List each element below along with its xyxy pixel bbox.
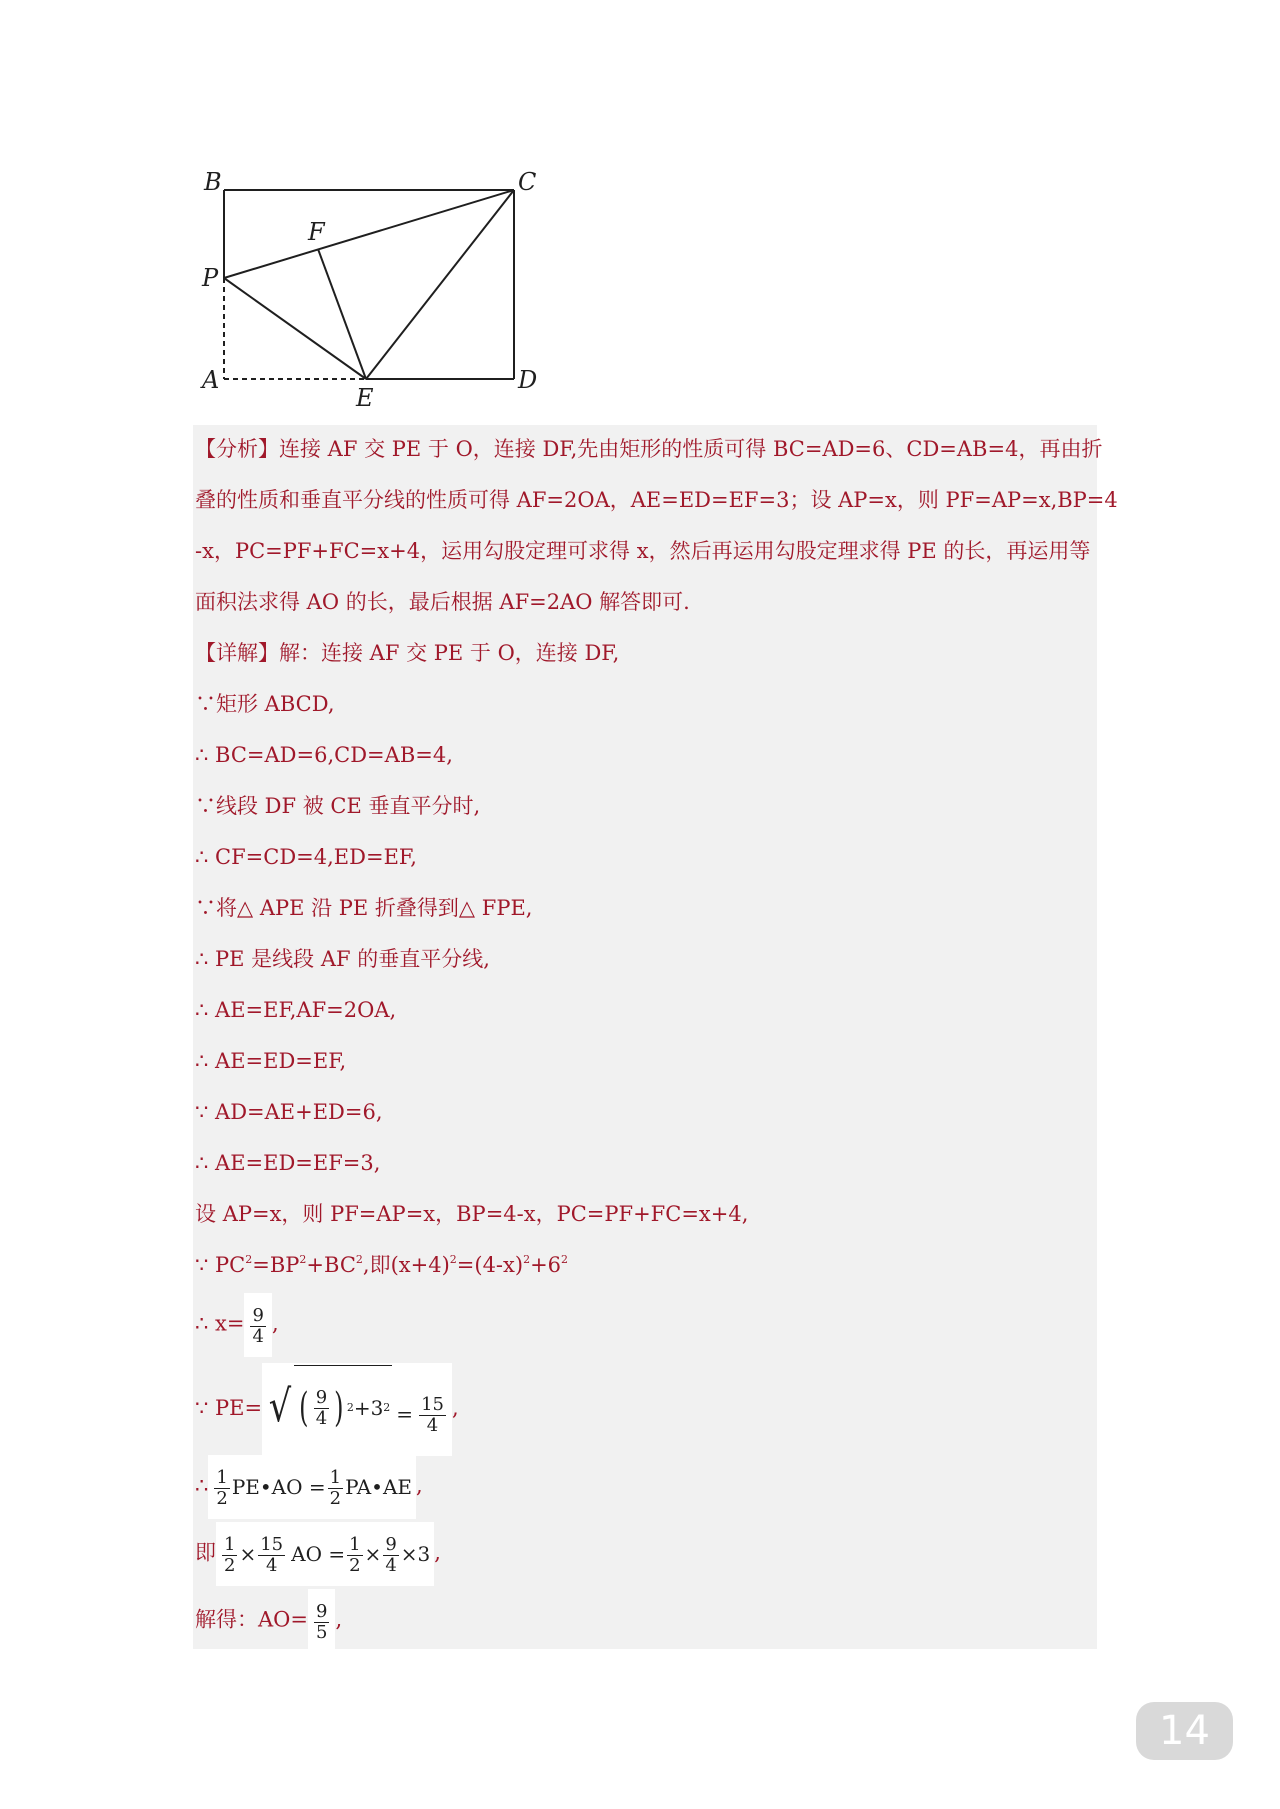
sub-num-15: 15: [260, 1534, 284, 1555]
detail-line-16: [195, 1455, 423, 1519]
area-equation-box: [208, 1455, 416, 1519]
sqrt-expression: [266, 1365, 392, 1448]
eq13-bp: =BP: [252, 1253, 300, 1277]
detail-line-9: ∴ AE=ED=EF,: [195, 1049, 347, 1073]
eq13-rhs: =(4-x): [456, 1253, 524, 1277]
eq13-sup-4: 2: [449, 1253, 457, 1266]
area-end: ,: [416, 1473, 423, 1498]
detail-line-18: [195, 1589, 342, 1653]
x-value-box: [244, 1293, 271, 1357]
area-right: PA•AE: [345, 1475, 412, 1499]
segment-CE: [366, 190, 514, 379]
detail-line-12-prefix: 设: [195, 1202, 223, 1226]
sub-times-1: ×: [239, 1542, 257, 1566]
eq13-sup-1: 2: [245, 1253, 253, 1266]
pe-formula-box: [262, 1363, 452, 1456]
label-A: A: [202, 366, 220, 394]
label-E: E: [356, 384, 374, 412]
area-left: PE•AO =: [231, 1475, 326, 1499]
segment-PE: [224, 278, 366, 379]
eq13-sup-2: 2: [299, 1253, 307, 1266]
half-1-den: 2: [216, 1488, 228, 1509]
pe-den-1: 4: [315, 1407, 328, 1429]
detail-line-8: ∴ AE=EF,AF=2OA,: [195, 998, 397, 1022]
eq13-six: +6: [530, 1253, 562, 1277]
sub-times-3: ×3: [400, 1542, 431, 1566]
detail-line-10: ∵ AD=AE+ED=6,: [195, 1100, 383, 1124]
sqrt-body: ( $\frac{9}{4}$ ) 2 +3 2: [294, 1365, 392, 1448]
eq13-sup-5: 2: [523, 1253, 531, 1266]
label-D: D: [518, 366, 538, 394]
detail-line-14: [195, 1293, 279, 1357]
analysis-line-1: 【分析】连接 AF 交 PE 于 O，连接 DF,先由矩形的性质可得 BC=AD=6、CD=AB=4，再由折: [195, 437, 1103, 461]
label-C: C: [518, 168, 537, 196]
result-fraction: [314, 1602, 329, 1643]
page-number-badge: 14: [1136, 1702, 1233, 1760]
pe-den-2: 4: [426, 1414, 439, 1436]
half-1-num: 1: [216, 1467, 228, 1488]
sub-times-2: ×: [364, 1542, 382, 1566]
sub-half-1-den: 2: [224, 1555, 236, 1576]
left-paren: (: [299, 1385, 309, 1431]
x-end: ,: [271, 1311, 279, 1336]
label-P: P: [202, 264, 219, 292]
pe-plus-3: +3: [353, 1396, 384, 1420]
detail-line-12-ap: AP: [222, 1202, 252, 1226]
half-2-den: 2: [329, 1488, 342, 1509]
label-F: F: [308, 218, 325, 246]
analysis-line-4: 面积法求得 AO 的长，最后根据 AF=2AO 解答即可.: [195, 590, 690, 614]
result-box: [308, 1589, 335, 1653]
sub-half-1: [222, 1535, 237, 1576]
analysis-line-3: -x，PC=PF+FC=x+4，运用勾股定理可求得 x，然后再运用勾股定理求得 PE 的长，再运用等: [195, 539, 1091, 563]
eq13-sup-3: 2: [355, 1253, 363, 1266]
detail-line-7: ∴ PE 是线段 AF 的垂直平分线,: [195, 947, 490, 971]
detail-line-17: [195, 1522, 441, 1586]
sqrt-sign: √: [268, 1380, 292, 1432]
pe-num-2: 15: [421, 1393, 444, 1415]
eq13-bc: +BC: [306, 1253, 356, 1277]
eq13-ji: ,即(x+4): [362, 1253, 450, 1277]
pe-equals: ∵ PE=: [195, 1395, 263, 1420]
pe-end: ,: [451, 1395, 459, 1420]
detail-line-3: ∴ BC=AD=6,CD=AB=4,: [195, 743, 453, 767]
ji-label: 即: [195, 1540, 216, 1565]
result-end: ,: [335, 1607, 343, 1632]
segment-FE: [318, 249, 366, 379]
sub-half-2-den: 2: [349, 1555, 361, 1576]
detail-line-4: ∵线段 DF 被 CE 垂直平分时,: [195, 794, 481, 818]
half-2-num: 1: [329, 1467, 342, 1488]
sub-frac-15: [258, 1535, 285, 1576]
sub-half-1-num: 1: [224, 1534, 236, 1555]
x-den: 4: [252, 1326, 264, 1347]
sub-half-2-num: 1: [349, 1534, 361, 1555]
sub-end: ,: [434, 1540, 441, 1565]
sub-frac-9: [383, 1535, 398, 1576]
area-therefore: ∴: [195, 1473, 209, 1498]
substitution-box: [216, 1522, 434, 1586]
x-fraction: [250, 1306, 265, 1347]
solution-block: [193, 425, 1118, 1649]
sub-ao: AO =: [291, 1542, 346, 1566]
x-equals: ∴ x=: [195, 1311, 245, 1336]
sub-den-4a: 4: [265, 1555, 278, 1576]
detail-line-2: ∵矩形 ABCD,: [195, 692, 335, 716]
eq13-sup-6: 2: [561, 1253, 569, 1266]
detail-line-15: [195, 1363, 459, 1456]
pe-eq: =: [396, 1401, 414, 1426]
pe-frac-1: [314, 1388, 329, 1429]
pe-num-1: 9: [315, 1386, 328, 1408]
right-paren: ): [334, 1385, 344, 1431]
half-2: [328, 1468, 343, 1509]
half-1: [214, 1468, 229, 1509]
detail-line-6: ∵将△ APE 沿 PE 折叠得到△ FPE,: [195, 896, 533, 920]
detail-line-12: [195, 1200, 748, 1228]
geometry-figure: [190, 160, 570, 420]
label-B: B: [204, 168, 222, 196]
sub-num-9: 9: [385, 1534, 397, 1555]
analysis-line-2: 叠的性质和垂直平分线的性质可得 AF=2OA，AE=ED=EF=3；设 AP=x，则 PF=AP=x,BP=4: [195, 488, 1118, 512]
pe-frac-2: [419, 1395, 446, 1436]
segment-PC: [224, 190, 514, 278]
result-den: 5: [315, 1622, 328, 1643]
detail-line-11: ∴ AE=ED=EF=3,: [195, 1151, 381, 1175]
detail-line-12-rest: =x，则 PF=AP=x，BP=4-x，PC=PF+FC=x+4,: [251, 1202, 749, 1226]
detail-line-5: ∴ CF=CD=4,ED=EF,: [195, 845, 417, 869]
eq13-pc: ∵ PC: [195, 1253, 246, 1277]
x-num: 9: [252, 1305, 264, 1326]
sub-half-2: [347, 1535, 362, 1576]
sub-den-4b: 4: [385, 1555, 397, 1576]
result-label: 解得：AO=: [195, 1607, 308, 1632]
result-num: 9: [315, 1601, 328, 1622]
detail-line-1: 【详解】解：连接 AF 交 PE 于 O，连接 DF,: [195, 641, 620, 665]
detail-line-13: [195, 1251, 568, 1279]
